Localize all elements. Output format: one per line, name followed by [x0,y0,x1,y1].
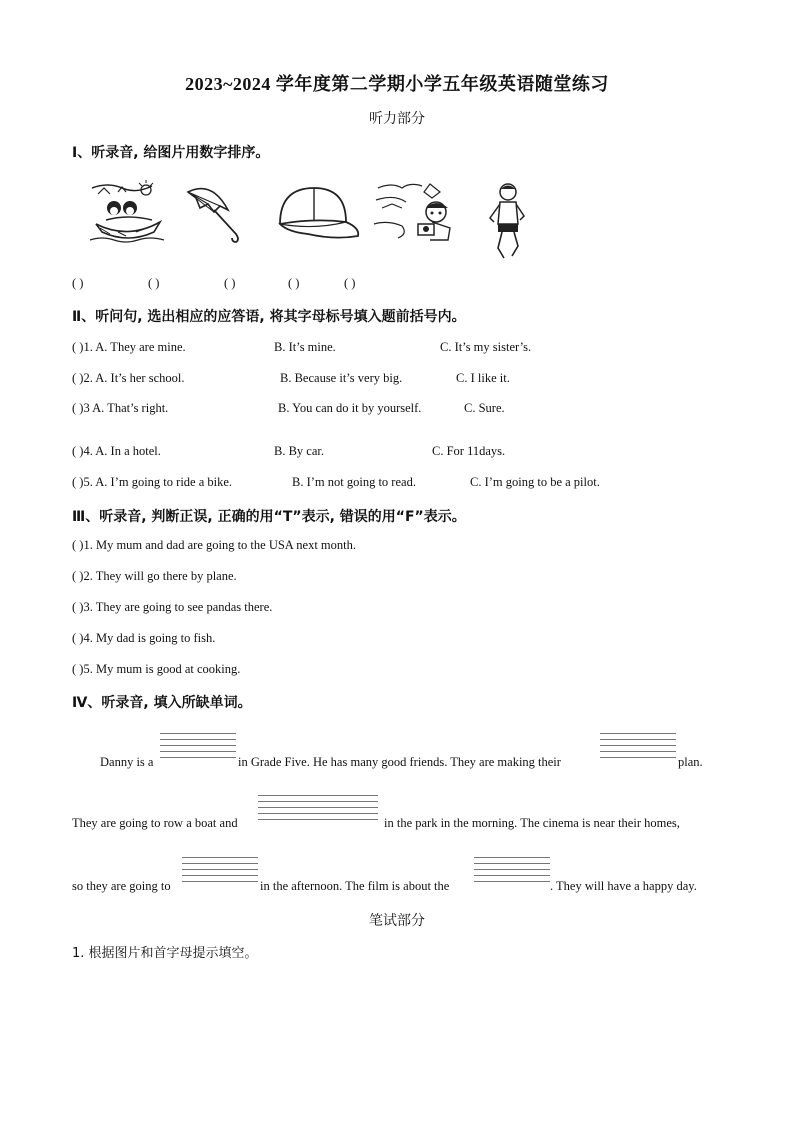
question-2-2 [72,371,732,389]
boat-picnic-picture [88,178,168,246]
question-2-1-option-a: ( )1. A. They are mine. [72,340,186,354]
question-2-2-option-b: B. Because it’s very big. [280,371,403,385]
question-2-4-option-c: C. For 11days. [432,444,506,458]
question-2-3-option-a: ( )3 A. That’s right. [72,401,169,415]
question-2-1 [72,340,732,358]
question-2-3 [72,401,732,419]
picture-bracket-2[interactable]: ( ) [148,276,160,290]
listening-part-header: 听力部分 [369,111,425,127]
question-2-4-option-b: B. By car. [274,444,324,458]
question-2-3-option-c: C. Sure. [464,401,505,415]
cloze-line-2-part-b: in the park in the morning. The cinema is near their homes, [384,816,680,830]
kite-camera-boy-picture [372,180,458,242]
question-3-4: ( )4. My dad is going to fish. [72,631,216,645]
picture-bracket-3[interactable]: ( ) [224,276,236,290]
cloze-blank-2[interactable] [600,733,676,763]
section-4-heading: Ⅳ、听录音, 填入所缺单词。 [72,695,252,711]
boy-running-picture [484,182,528,262]
question-3-3: ( )3. They are going to see pandas there. [72,600,273,614]
picture-bracket-4[interactable]: ( ) [288,276,300,290]
cloze-line-1-part-c: plan. [678,755,703,769]
cloze-line-1-part-a: Danny is a [100,755,154,769]
question-2-2-option-c: C. I like it. [456,371,510,385]
question-2-3-option-b: B. You can do it by yourself. [278,401,422,415]
cloze-blank-5[interactable] [474,857,550,887]
question-2-1-option-c: C. It’s my sister’s. [440,340,532,354]
cloze-line-3-part-b: in the afternoon. The film is about the [260,879,450,893]
question-2-5-option-b: B. I’m not going to read. [292,475,416,489]
page-title: 2023~2024 学年度第二学期小学五年级英语随堂练习 [185,74,609,94]
cloze-blank-3[interactable] [258,795,378,825]
cloze-blank-4[interactable] [182,857,258,887]
cloze-line-3-part-c: . They will have a happy day. [550,879,697,893]
picture-bracket-5[interactable]: ( ) [344,276,356,290]
umbrella-picture [184,184,246,244]
question-2-5 [72,475,732,493]
writing-question-1: 1. 根据图片和首字母提示填空。 [72,946,258,961]
writing-part-header: 笔试部分 [369,913,425,929]
section-1-heading: Ⅰ、听录音, 给图片用数字排序。 [72,145,270,161]
question-2-5-option-c: C. I’m going to be a pilot. [470,475,600,489]
question-3-5: ( )5. My mum is good at cooking. [72,662,241,676]
question-2-5-option-a: ( )5. A. I’m going to ride a bike. [72,475,233,489]
section-3-heading: Ⅲ、听录音, 判断正误, 正确的用“T”表示, 错误的用“F”表示。 [72,509,466,525]
question-3-1: ( )1. My mum and dad are going to the USA next month. [72,538,356,552]
question-2-1-option-b: B. It’s mine. [274,340,336,354]
section-2-heading: Ⅱ、听问句, 选出相应的应答语, 将其字母标号填入题前括号内。 [72,309,466,325]
cloze-line-2-part-a: They are going to row a boat and [72,816,238,830]
question-2-4-option-a: ( )4. A. In a hotel. [72,444,161,458]
cloze-blank-1[interactable] [160,733,236,763]
cloze-line-3-part-a: so they are going to [72,879,171,893]
question-3-2: ( )2. They will go there by plane. [72,569,237,583]
question-2-4 [72,444,732,462]
question-2-2-option-a: ( )2. A. It’s her school. [72,371,185,385]
picture-bracket-1[interactable]: ( ) [72,276,84,290]
cloze-line-1-part-b: in Grade Five. He has many good friends. They are making their [238,755,561,769]
cap-picture [274,184,362,244]
